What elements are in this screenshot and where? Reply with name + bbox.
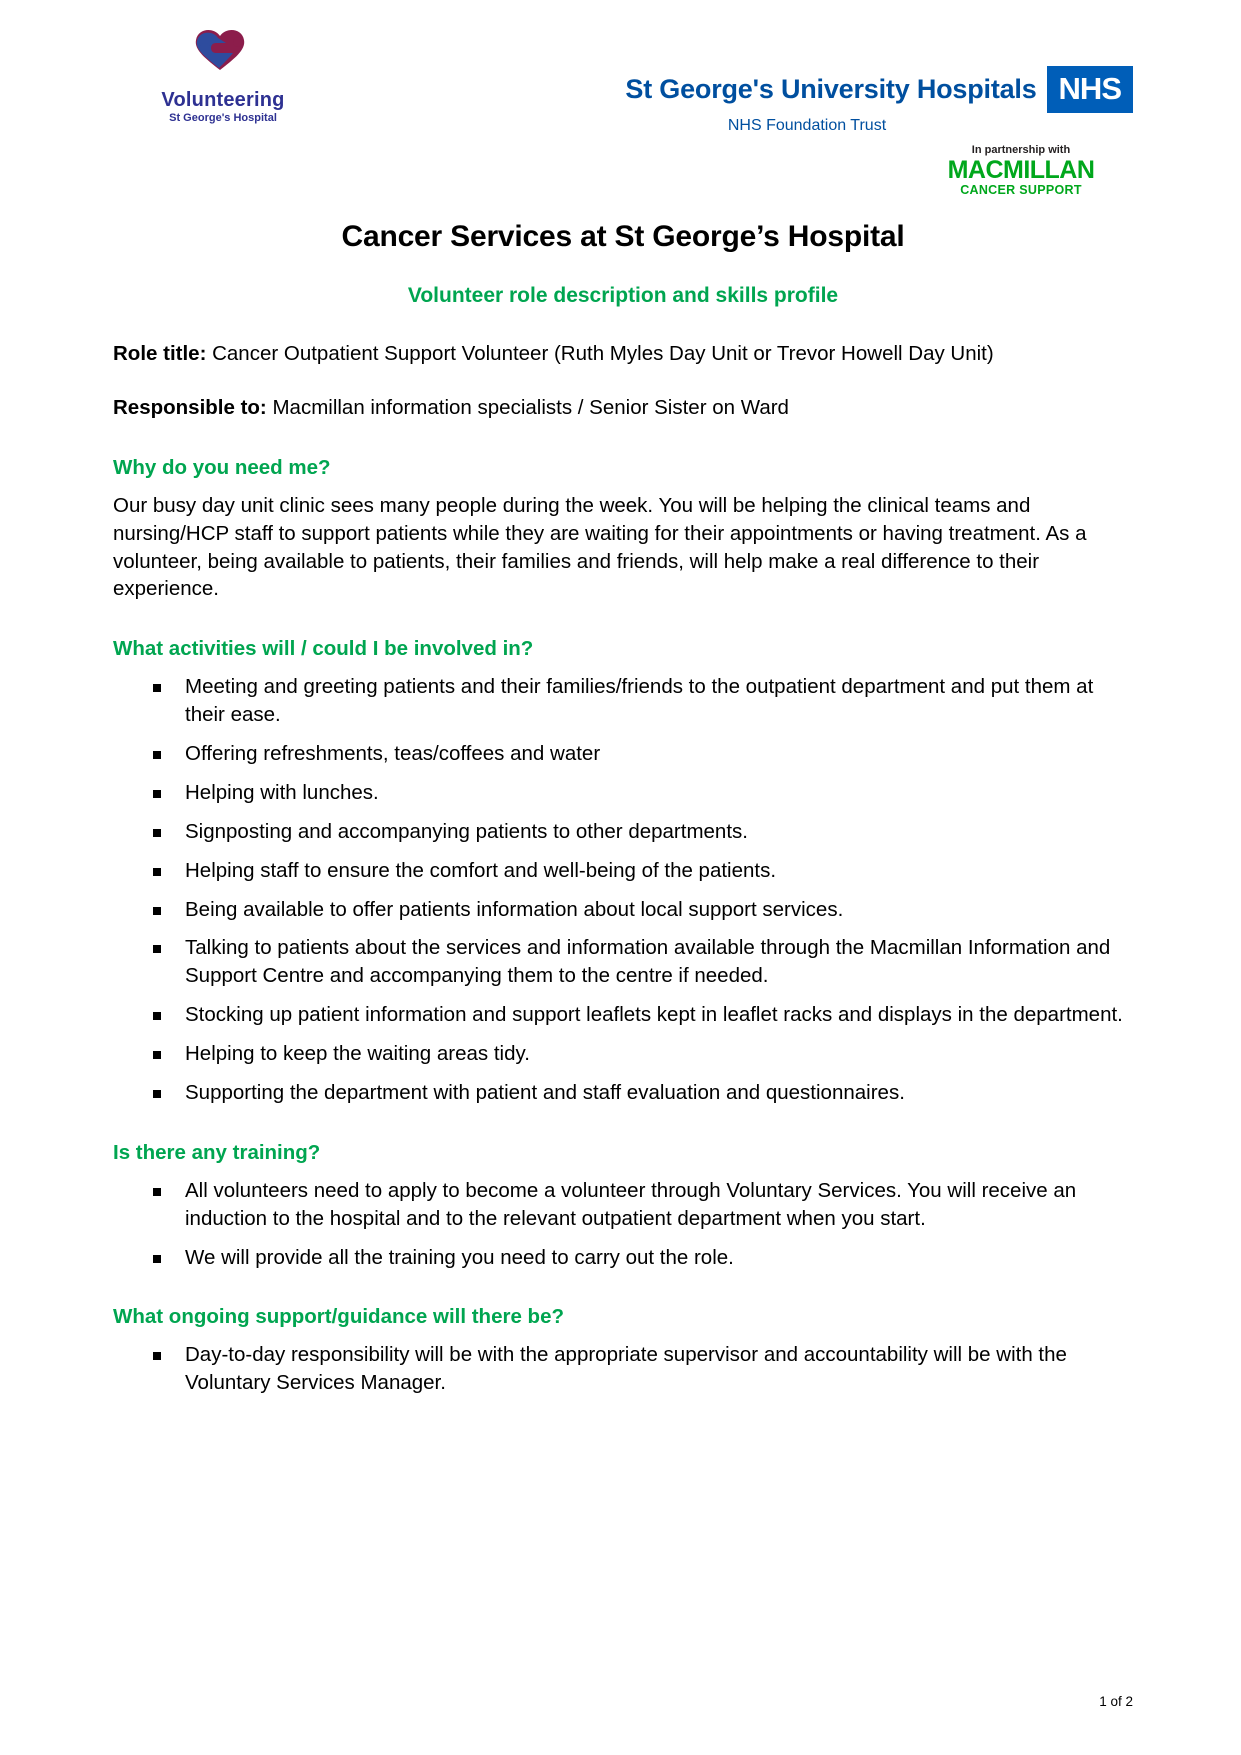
trust-name: St George's University Hospitals	[625, 74, 1037, 104]
page-subtitle: Volunteer role description and skills profile	[407, 284, 839, 307]
list-item: Day-to-day responsibility will be with the appropriate supervisor and accountability will be with the Voluntary Services Manager.	[113, 1341, 1133, 1397]
document-header	[113, 26, 1133, 197]
section-heading-training: Is there any training?	[113, 1140, 321, 1164]
list-item: Helping with lunches.	[113, 779, 1133, 807]
activities-list	[113, 673, 1133, 1107]
macmillan-subtitle: CANCER SUPPORT	[960, 182, 1082, 197]
partner-label: In partnership with	[971, 144, 1071, 156]
volunteering-subtitle: St George's Hospital	[169, 112, 277, 124]
page-number: 1 of 2	[1099, 1694, 1133, 1709]
list-item: Talking to patients about the services and information available through the Macmillan Information and Support Centre and accompanying them to the centre if needed.	[113, 934, 1133, 990]
role-title-value: Cancer Outpatient Support Volunteer (Ruth Myles Day Unit or Trevor Howell Day Unit)	[206, 342, 994, 365]
list-item: Meeting and greeting patients and their families/friends to the outpatient department and put them at their ease.	[113, 673, 1133, 729]
nhs-trust-logo	[573, 66, 1133, 135]
trust-subtitle: NHS Foundation Trust	[727, 117, 887, 134]
role-title-label: Role title:	[113, 342, 207, 365]
list-item: Supporting the department with patient and staff evaluation and questionnaires.	[113, 1079, 1133, 1107]
page-title: Cancer Services at St George’s Hospital	[341, 220, 905, 253]
responsible-to-label: Responsible to:	[113, 395, 267, 419]
list-item: All volunteers need to apply to become a volunteer through Voluntary Services. You will receive an induction to the hospital and to the relevant outpatient department when you start.	[113, 1177, 1133, 1233]
list-item: Signposting and accompanying patients to other departments.	[113, 818, 1133, 846]
section-heading-support: What ongoing support/guidance will there be?	[113, 1305, 564, 1329]
macmillan-partner-logo	[921, 144, 1121, 196]
list-item: Stocking up patient information and support leaflets kept in leaflet racks and displays in the department.	[113, 1001, 1133, 1029]
section-heading-activities: What activities will / could I be involved in?	[113, 637, 534, 661]
responsible-to-value: Macmillan information specialists / Senior Sister on Ward	[266, 395, 789, 419]
support-list	[113, 1341, 1133, 1397]
list-item: We will provide all the training you need to carry out the role.	[113, 1244, 1133, 1272]
training-list	[113, 1177, 1133, 1272]
section-heading-why: Why do you need me?	[113, 455, 331, 479]
volunteering-logo	[113, 26, 333, 124]
volunteering-wordmark: Volunteering	[161, 89, 285, 111]
section-paragraph-why: Our busy day unit clinic sees many people during the week. You will be helping the clinical teams and nursing/HCP staff to support patients while they are waiting for their appointments or having treatment. As a volunteer, being available to patients, their families and friends, will help make a real difference to their experience.	[113, 493, 1087, 601]
macmillan-wordmark: MACMILLAN	[947, 156, 1095, 184]
responsible-to-line	[113, 394, 1133, 422]
list-item: Offering refreshments, teas/coffees and water	[113, 740, 1133, 768]
list-item: Being available to offer patients information about local support services.	[113, 896, 1133, 924]
list-item: Helping to keep the waiting areas tidy.	[113, 1040, 1133, 1068]
nhs-badge: NHS	[1047, 66, 1133, 113]
heart-hands-icon	[180, 26, 266, 86]
role-title-line	[113, 340, 1133, 368]
list-item: Helping staff to ensure the comfort and well-being of the patients.	[113, 857, 1133, 885]
